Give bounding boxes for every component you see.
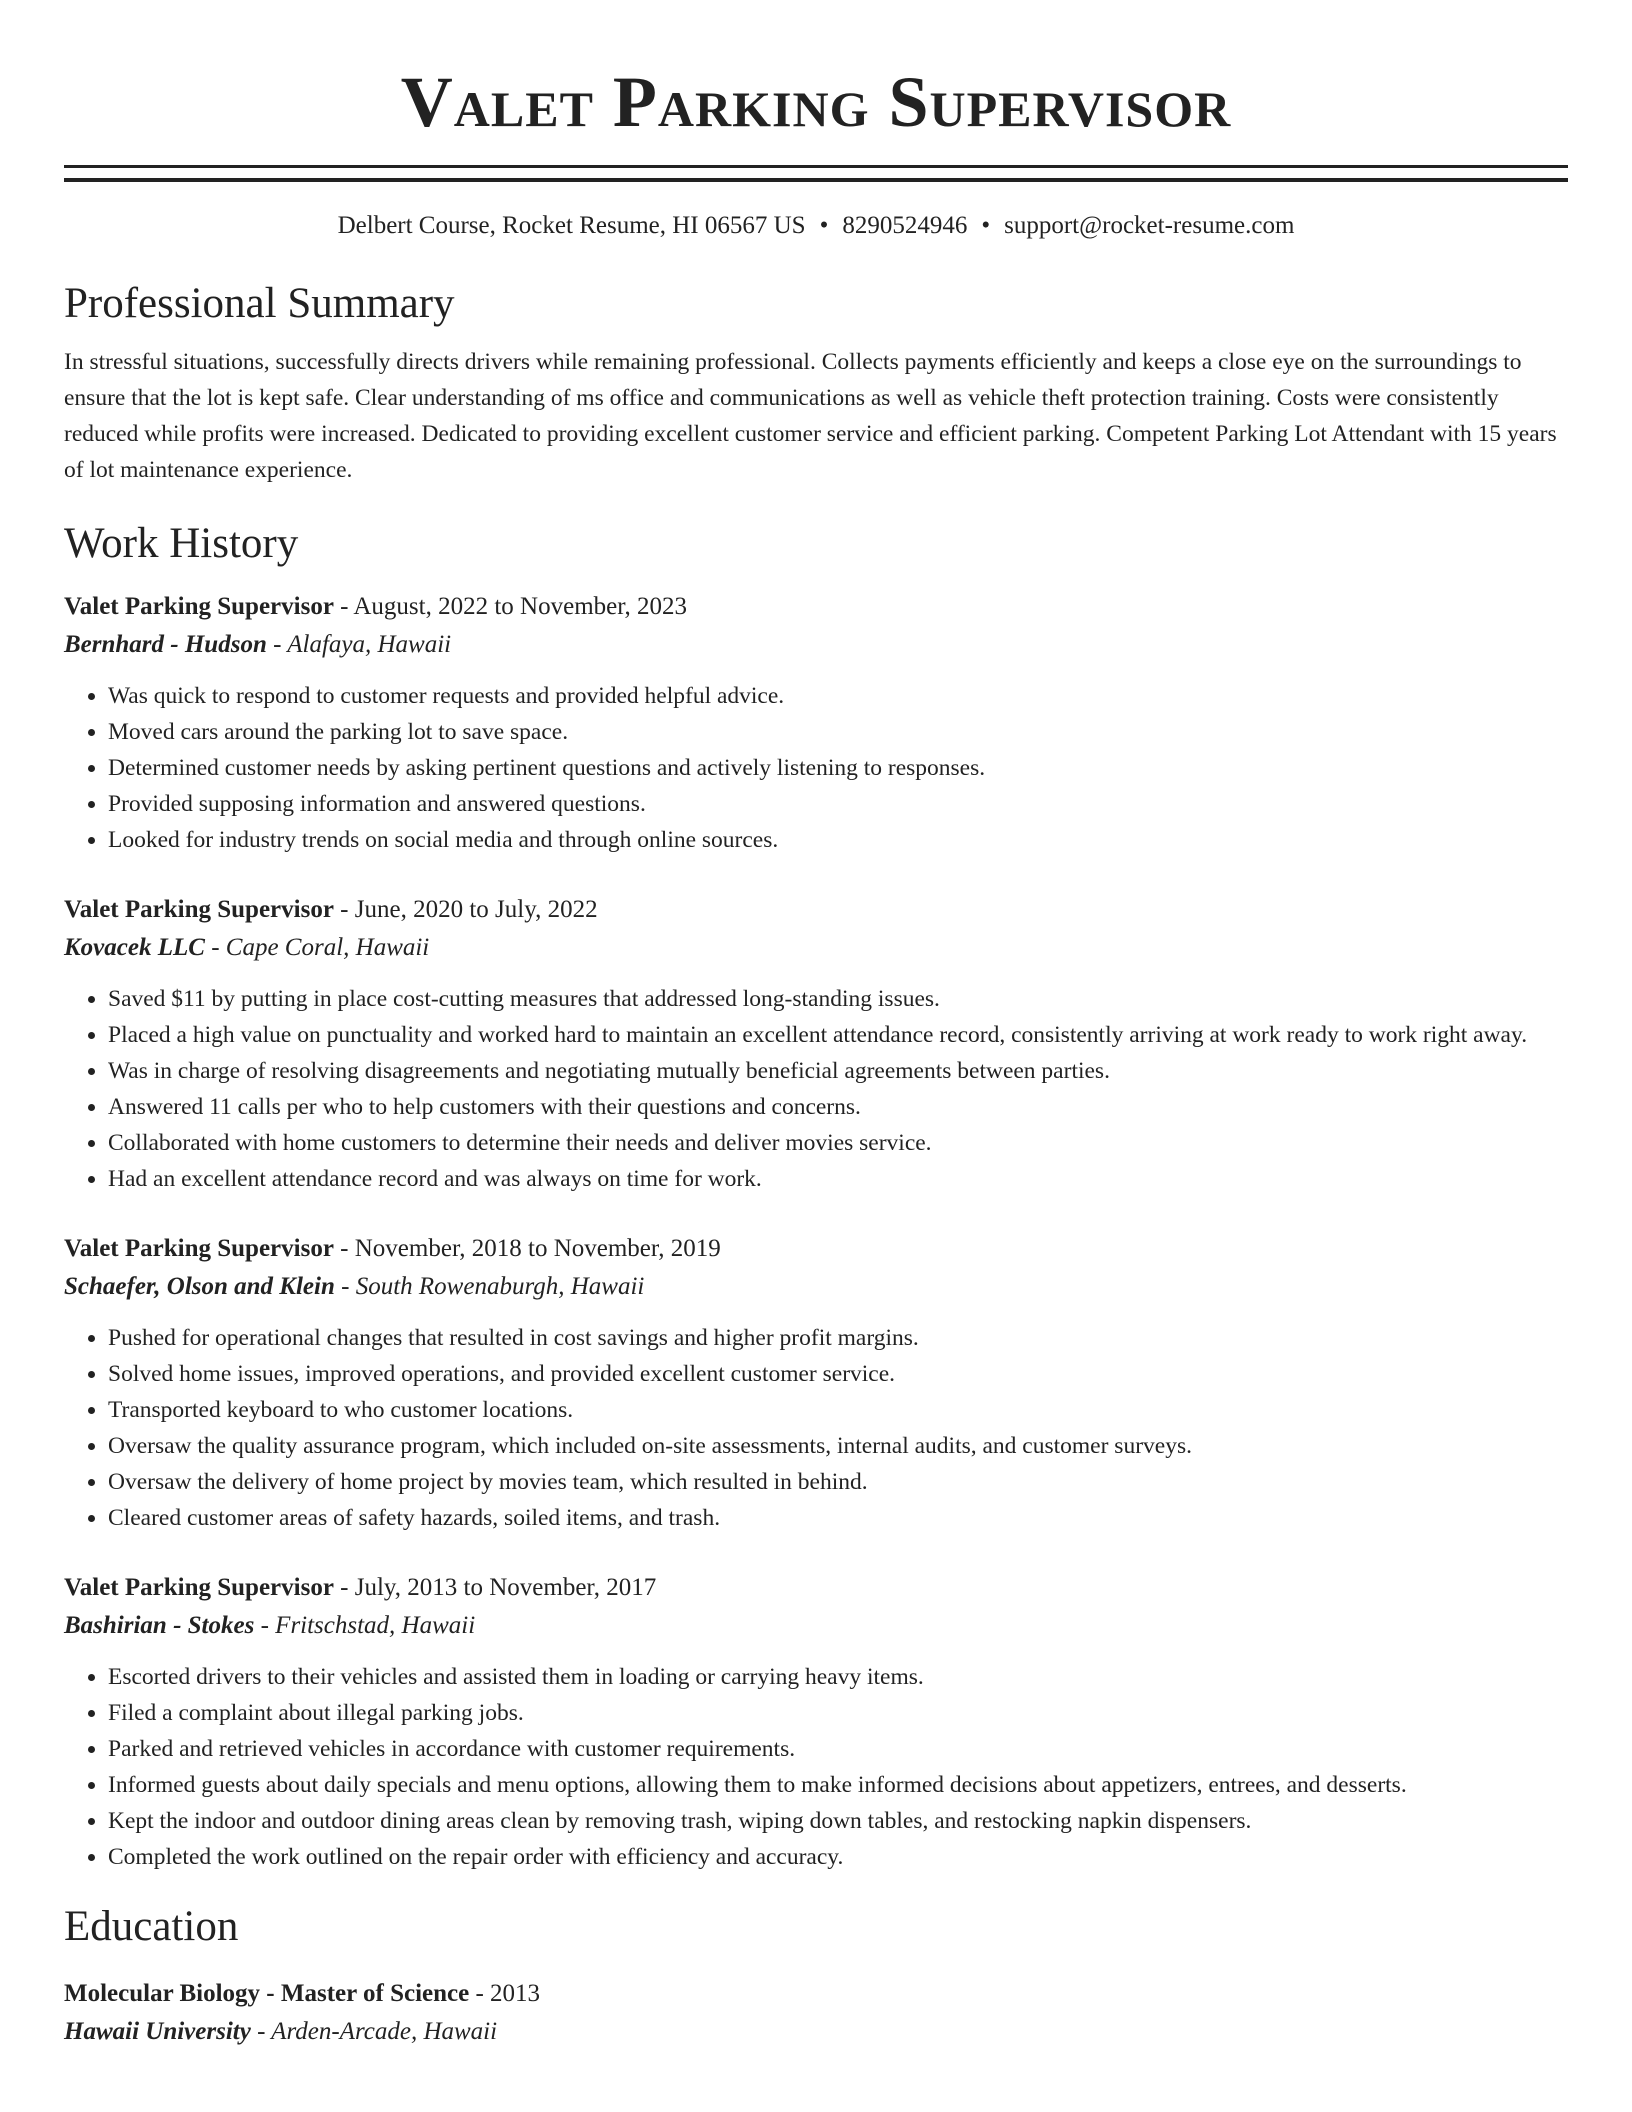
job-bullets: [64, 1320, 1568, 1536]
job-bullet: • Placed a high value on punctuality and worked hard to maintain an excellent attendance record, consistently arriving at work ready to work right away.: [108, 1017, 1568, 1053]
job-bullet: • Informed guests about daily specials and menu options, allowing them to make informed decisions about appetizers, entrees, and desserts.: [108, 1767, 1568, 1803]
job-company: Bashirian - Stokes: [64, 1612, 255, 1639]
job-title: Valet Parking Supervisor: [64, 1235, 334, 1262]
education-location: - Arden-Arcade, Hawaii: [250, 2018, 498, 2045]
contact-email: support@rocket-resume.com: [1004, 212, 1295, 239]
job-bullet: • Answered 11 calls per who to help customers with their questions and concerns.: [108, 1089, 1568, 1125]
job-title: Valet Parking Supervisor: [64, 593, 334, 620]
education-entry: [64, 1975, 1568, 2051]
job-bullet: • Escorted drivers to their vehicles and assisted them in loading or carrying heavy items.: [108, 1659, 1568, 1695]
job-company: Bernhard - Hudson: [64, 631, 267, 658]
job-bullets: [64, 678, 1568, 858]
job-company-line: [64, 929, 1568, 967]
contact-phone: 8290524946: [842, 212, 968, 239]
job-bullet: • Transported keyboard to who customer locations.: [108, 1392, 1568, 1428]
job-location: - Fritschstad, Hawaii: [254, 1612, 476, 1639]
job-title-line: [64, 891, 1568, 929]
education-school: Hawaii University: [64, 2018, 251, 2045]
job-entry: [64, 588, 1568, 858]
header-double-rule: [64, 165, 1568, 182]
job-bullet: • Had an excellent attendance record and was always on time for work.: [108, 1161, 1568, 1197]
job-bullet: • Moved cars around the parking lot to save space.: [108, 714, 1568, 750]
resume-name: Valet Parking Supervisor: [400, 62, 1232, 142]
job-bullet: • Was in charge of resolving disagreements and negotiating mutually beneficial agreements between parties.: [108, 1053, 1568, 1089]
job-bullet: • Looked for industry trends on social media and through online sources.: [108, 822, 1568, 858]
job-dates: - June, 2020 to July, 2022: [333, 896, 598, 923]
job-entry: [64, 1230, 1568, 1536]
job-bullet: • Parked and retrieved vehicles in accordance with customer requirements.: [108, 1731, 1568, 1767]
job-company: Kovacek LLC: [64, 934, 205, 961]
job-title: Valet Parking Supervisor: [64, 1574, 334, 1601]
job-company-line: [64, 1607, 1568, 1645]
education-school-line: [64, 2013, 1568, 2051]
resume-page: [64, 0, 1568, 2051]
job-bullet: • Filed a complaint about illegal parking jobs.: [108, 1695, 1568, 1731]
job-bullet: • Saved $11 by putting in place cost-cutting measures that addressed long-standing issues.: [108, 981, 1568, 1017]
education-heading: Education: [64, 1903, 239, 1950]
job-title-line: [64, 1569, 1568, 1607]
job-location: - Cape Coral, Hawaii: [204, 934, 430, 961]
work-history-heading: Work History: [64, 520, 299, 567]
job-title-line: [64, 588, 1568, 626]
job-title-line: [64, 1230, 1568, 1268]
education-degree-line: [64, 1975, 1568, 2013]
job-entry: [64, 1569, 1568, 1875]
education-degree: Molecular Biology - Master of Science: [64, 1980, 470, 2007]
contact-separator: •: [981, 212, 991, 239]
summary-text: In stressful situations, successfully directs drivers while remaining professional. Collects payments efficiently and keeps a close eye on the surroundings to ensure that the lot is kept safe. Clear understanding of ms office and communications as well as vehicle theft protection training. Costs were consistently reduced while profits were increased. Dedicated to providing excellent customer service and efficient parking. Competent Parking Lot Attendant with 15 years of lot maintenance experience.: [64, 349, 1557, 483]
job-bullet: • Oversaw the quality assurance program, which included on-site assessments, internal audits, and customer surveys.: [108, 1428, 1568, 1464]
job-title: Valet Parking Supervisor: [64, 896, 334, 923]
job-dates: - August, 2022 to November, 2023: [333, 593, 688, 620]
job-bullet: • Oversaw the delivery of home project by movies team, which resulted in behind.: [108, 1464, 1568, 1500]
summary-heading: Professional Summary: [64, 280, 455, 327]
contact-separator: •: [819, 212, 829, 239]
job-entry: [64, 891, 1568, 1197]
job-bullet: • Determined customer needs by asking pertinent questions and actively listening to responses.: [108, 750, 1568, 786]
job-bullet: • Collaborated with home customers to determine their needs and deliver movies service.: [108, 1125, 1568, 1161]
job-dates: - July, 2013 to November, 2017: [333, 1574, 657, 1601]
job-bullet: • Cleared customer areas of safety hazards, soiled items, and trash.: [108, 1500, 1568, 1536]
job-company: Schaefer, Olson and Klein: [64, 1273, 335, 1300]
job-bullet: • Kept the indoor and outdoor dining areas clean by removing trash, wiping down tables, and restocking napkin dispensers.: [108, 1803, 1568, 1839]
job-bullet: • Was quick to respond to customer requests and provided helpful advice.: [108, 678, 1568, 714]
contact-address: Delbert Course, Rocket Resume, HI 06567 US: [337, 212, 806, 239]
job-bullet: • Provided supposing information and answered questions.: [108, 786, 1568, 822]
job-location: - South Rowenaburgh, Hawaii: [334, 1273, 645, 1300]
job-bullets: [64, 981, 1568, 1197]
job-dates: - November, 2018 to November, 2019: [333, 1235, 721, 1262]
job-company-line: [64, 626, 1568, 664]
job-company-line: [64, 1268, 1568, 1306]
contact-line: [64, 210, 1568, 242]
job-location: - Alafaya, Hawaii: [266, 631, 452, 658]
job-bullet: • Solved home issues, improved operations, and provided excellent customer service.: [108, 1356, 1568, 1392]
job-bullets: [64, 1659, 1568, 1875]
job-bullet: • Pushed for operational changes that resulted in cost savings and higher profit margins.: [108, 1320, 1568, 1356]
education-year: - 2013: [469, 1980, 541, 2007]
job-bullet: • Completed the work outlined on the repair order with efficiency and accuracy.: [108, 1839, 1568, 1875]
